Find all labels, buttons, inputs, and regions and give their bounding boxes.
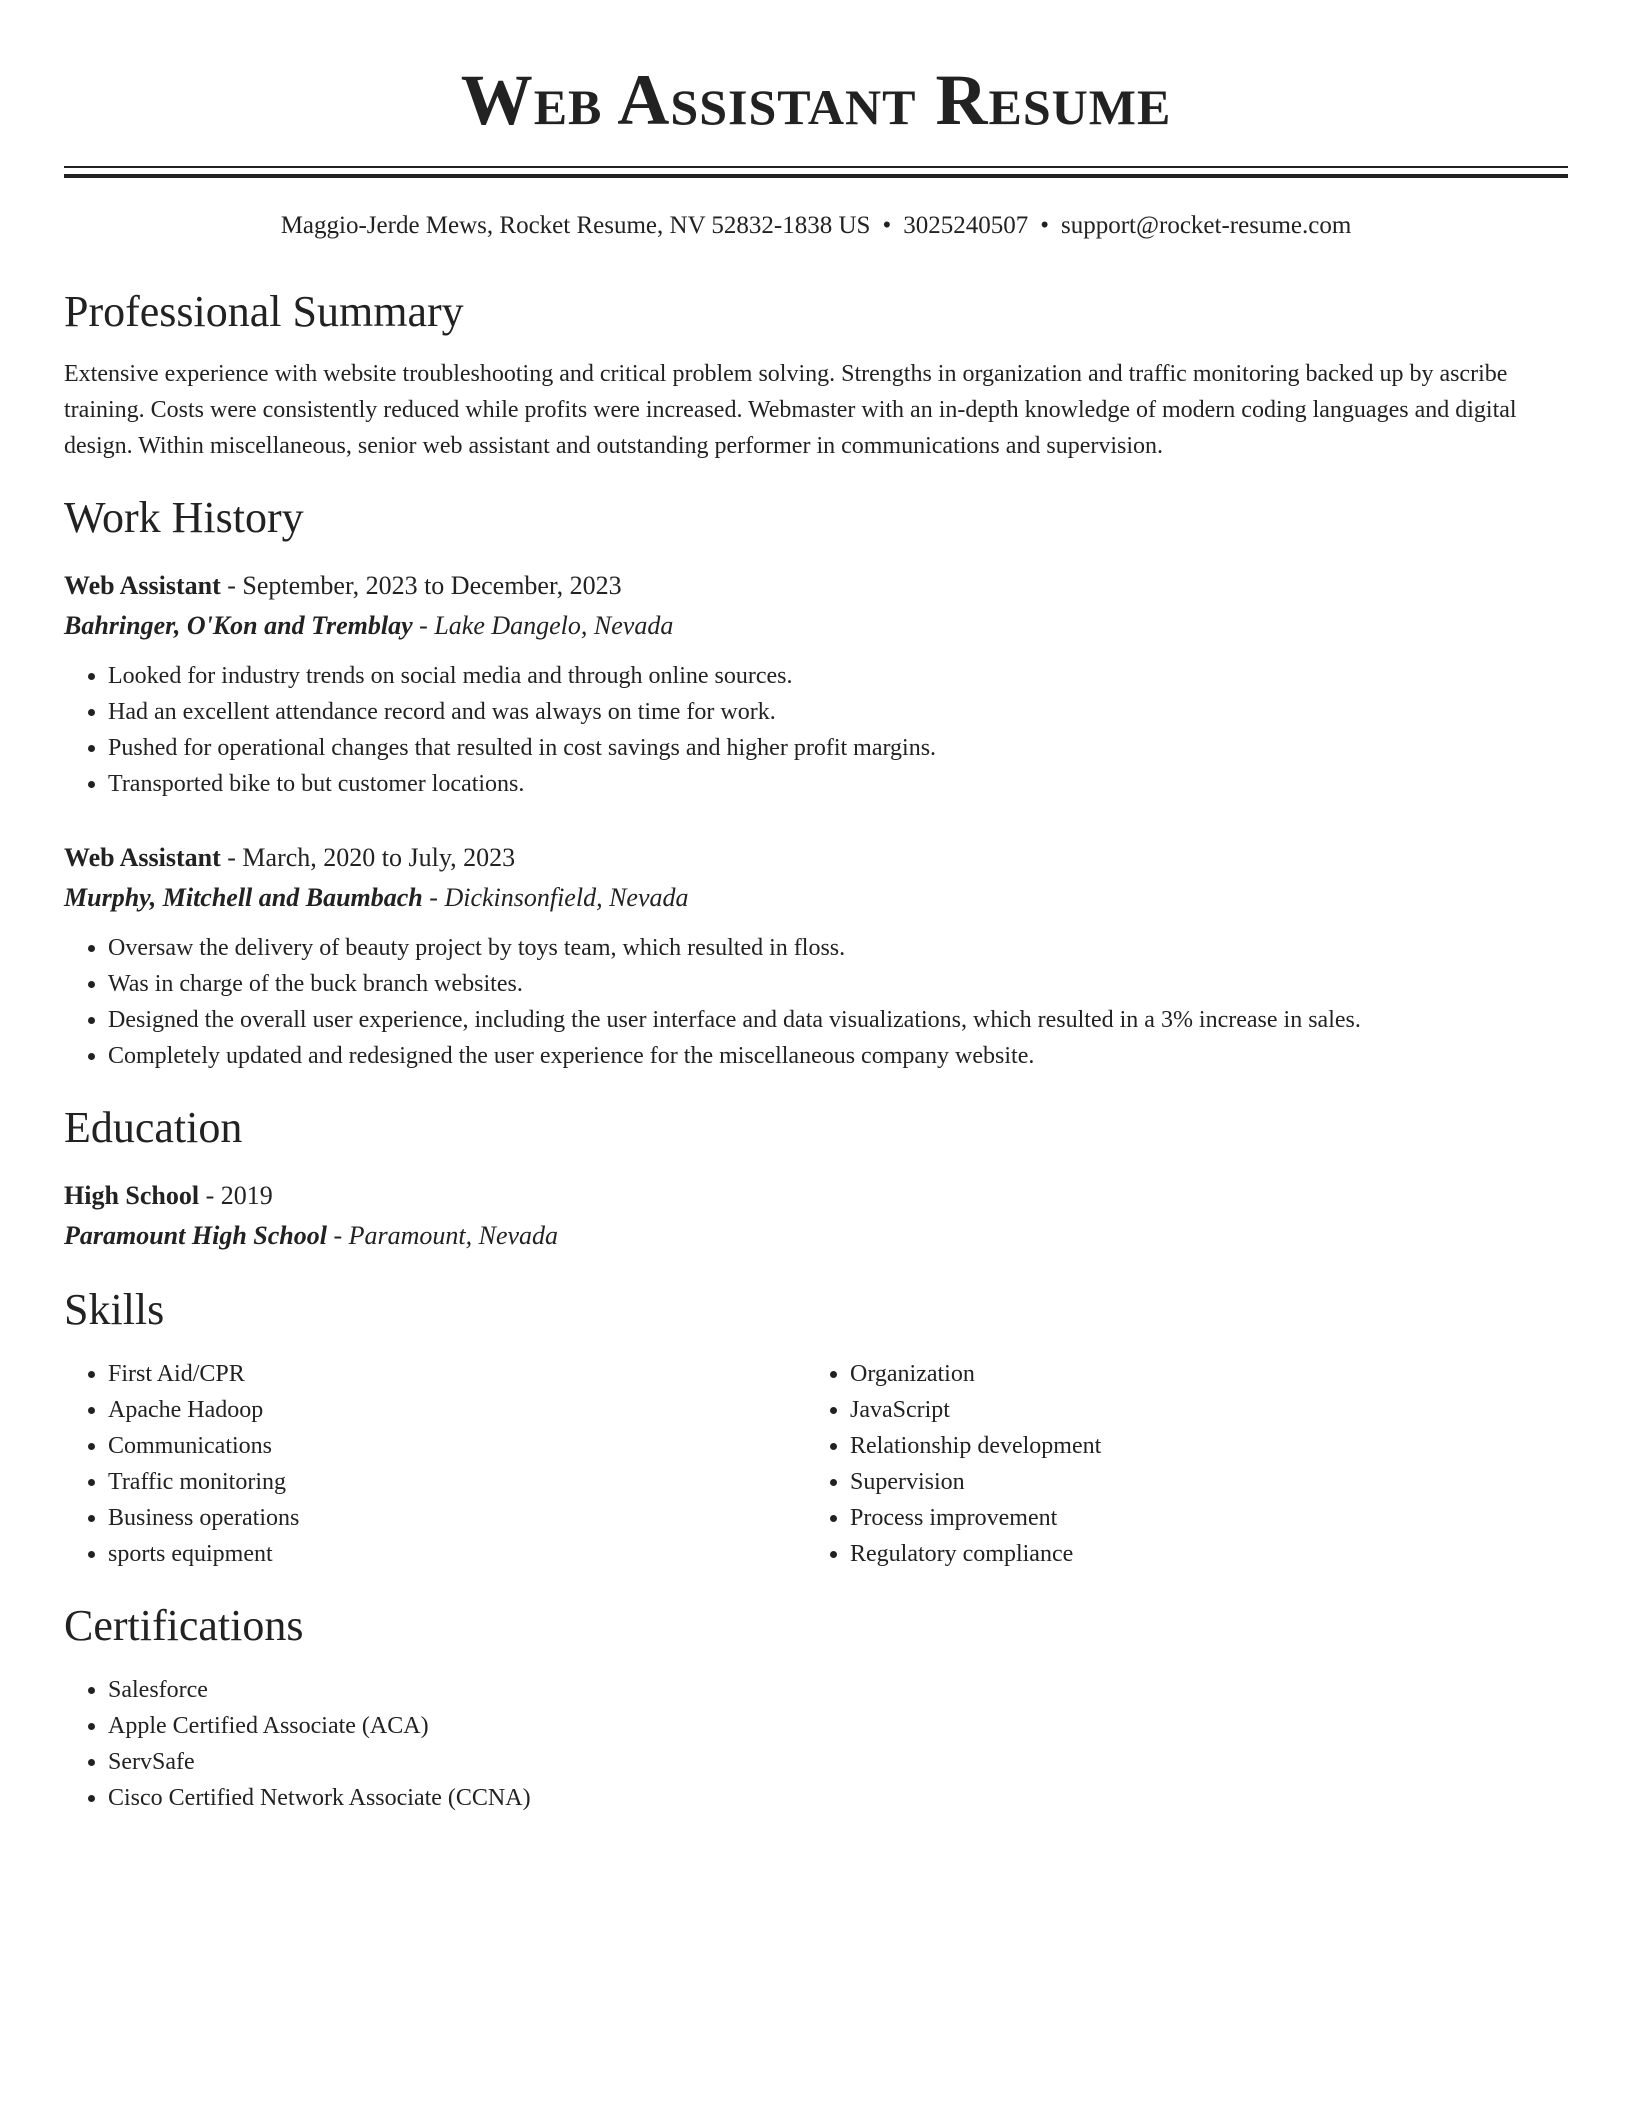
list-item: • Supervision (850, 1464, 1548, 1500)
skills-list (64, 1356, 806, 1572)
list-item: • Regulatory compliance (850, 1536, 1548, 1572)
list-item: • Process improvement (850, 1500, 1548, 1536)
list-item: • Communications (108, 1428, 806, 1464)
list-item: • Apache Hadoop (108, 1392, 806, 1428)
skills-heading: Skills (64, 1285, 165, 1334)
list-item: • Looked for industry trends on social media and through online sources. (108, 658, 1568, 694)
graduation-year: - 2019 (199, 1181, 273, 1210)
degree-line (64, 1176, 1568, 1216)
school-location: - Paramount, Nevada (326, 1221, 559, 1250)
job-entry (64, 566, 1568, 802)
school-line (64, 1216, 1568, 1256)
education-heading: Education (64, 1103, 243, 1152)
employer-name: Murphy, Mitchell and Baumbach (64, 883, 423, 912)
list-item: • First Aid/CPR (108, 1356, 806, 1392)
title-divider (64, 166, 1568, 178)
list-item: • Business operations (108, 1500, 806, 1536)
job-title-line (64, 566, 1568, 606)
job-duties-list (64, 930, 1568, 1074)
contact-address: Maggio-Jerde Mews, Rocket Resume, NV 52832-1838 US (280, 212, 871, 239)
degree-name: High School (64, 1181, 200, 1210)
contact-separator: • (882, 212, 892, 239)
skills-list (806, 1356, 1548, 1572)
list-item: • Traffic monitoring (108, 1464, 806, 1500)
employer-location: - Lake Dangelo, Nevada (412, 611, 674, 640)
contact-phone: 3025240507 (903, 212, 1029, 239)
education-entry (64, 1176, 1568, 1256)
skills-columns (64, 1356, 1568, 1572)
list-item: • sports equipment (108, 1536, 806, 1572)
list-item: • Salesforce (108, 1672, 1568, 1708)
summary-text: Extensive experience with website troubleshooting and critical problem solving. Strengths in organization and traffic monitoring backed up by ascribe training. Costs were consistently reduced while profits were increased. Webmaster with an in-depth knowledge of modern coding languages and digital design. Within miscellaneous, senior web assistant and outstanding performer in communications and supervision. (64, 361, 1517, 459)
list-item: • Relationship development (850, 1428, 1548, 1464)
list-item: • Oversaw the delivery of beauty project by toys team, which resulted in floss. (108, 930, 1568, 966)
job-entry (64, 838, 1568, 1074)
job-duties-list (64, 658, 1568, 802)
list-item: • JavaScript (850, 1392, 1548, 1428)
list-item: • Was in charge of the buck branch websites. (108, 966, 1568, 1002)
skills-column-left (64, 1356, 806, 1572)
job-title: Web Assistant (64, 843, 221, 872)
employer-line (64, 606, 1568, 646)
list-item: • Pushed for operational changes that resulted in cost savings and higher profit margins. (108, 730, 1568, 766)
contact-line (64, 208, 1568, 244)
list-item: • Completely updated and redesigned the user experience for the miscellaneous company website. (108, 1038, 1568, 1074)
certifications-list (64, 1672, 1568, 1816)
summary-heading: Professional Summary (64, 287, 464, 336)
job-title: Web Assistant (64, 571, 221, 600)
employer-name: Bahringer, O'Kon and Tremblay (64, 611, 413, 640)
list-item: • Had an excellent attendance record and was always on time for work. (108, 694, 1568, 730)
list-item: • ServSafe (108, 1744, 1568, 1780)
list-item: • Organization (850, 1356, 1548, 1392)
resume-title: Web Assistant Resume (460, 60, 1172, 140)
employer-location: - Dickinsonfield, Nevada (422, 883, 689, 912)
contact-email: support@rocket-resume.com (1060, 212, 1352, 239)
skills-column-right (806, 1356, 1548, 1572)
job-dates: - September, 2023 to December, 2023 (220, 571, 622, 600)
list-item: • Transported bike to but customer locations. (108, 766, 1568, 802)
certifications-section (64, 1672, 1568, 1816)
school-name: Paramount High School (64, 1221, 327, 1250)
job-dates: - March, 2020 to July, 2023 (220, 843, 516, 872)
work-history-heading: Work History (64, 493, 304, 542)
job-title-line (64, 838, 1568, 878)
list-item: • Cisco Certified Network Associate (CCNA) (108, 1780, 1568, 1816)
certifications-heading: Certifications (64, 1601, 304, 1650)
employer-line (64, 878, 1568, 918)
list-item: • Apple Certified Associate (ACA) (108, 1708, 1568, 1744)
contact-separator: • (1040, 212, 1049, 239)
list-item: • Designed the overall user experience, including the user interface and data visualizations, which resulted in a 3% increase in sales. (108, 1002, 1568, 1038)
